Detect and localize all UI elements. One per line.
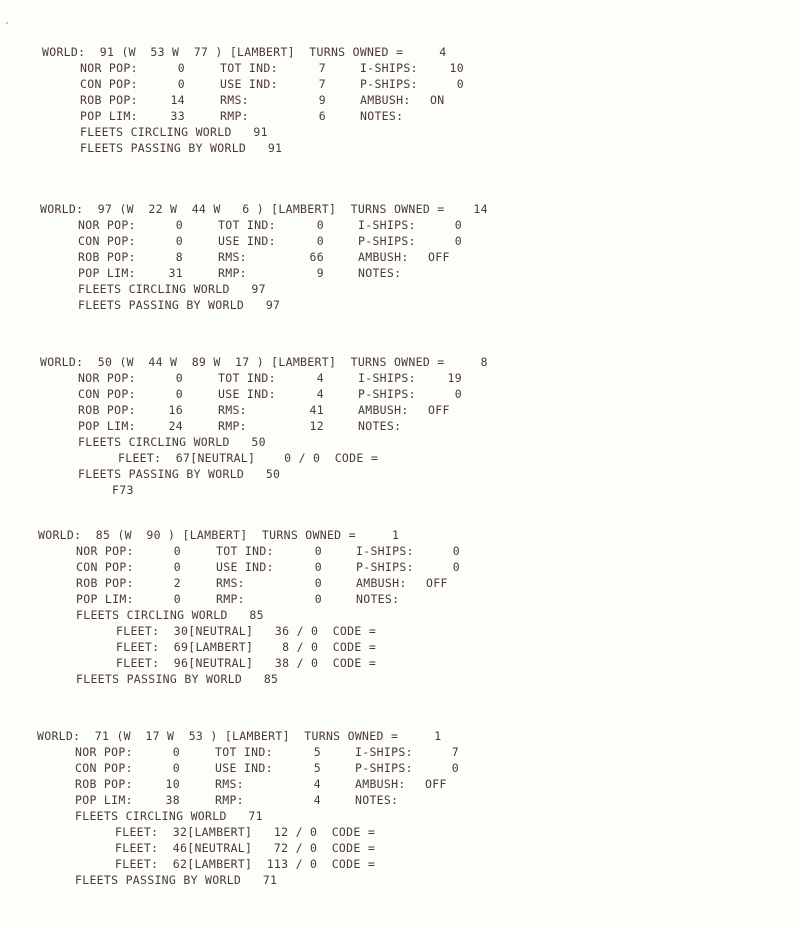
nor-pop-label: NOR POP: [80,61,138,75]
fleets-circling-heading: FLEETS CIRCLING WORLD 91 [80,125,268,139]
con-pop-value: 0 [173,560,181,574]
rmp-label: RMP: [218,419,247,433]
ambush-label: AMBUSH: [360,93,411,107]
ambush-value: OFF [428,250,450,264]
fleets-passing-heading: FLEETS PASSING BY WORLD 97 [78,298,281,312]
fleet-entry: FLEET: 46[NEUTRAL] 72 / 0 CODE = [115,841,376,855]
rob-pop-label: ROB POP: [80,93,138,107]
i-ships-value: 0 [454,218,462,232]
fleets-passing-heading: FLEETS PASSING BY WORLD 85 [76,672,279,686]
use-ind-value: 4 [316,387,324,401]
rob-pop-value: 2 [173,576,181,590]
use-ind-label: USE IND: [218,387,276,401]
fleet-entry: FLEET: 62[LAMBERT] 113 / 0 CODE = [115,857,376,871]
world-header: WORLD: 91 (W 53 W 77 ) [LAMBERT] TURNS OWNED = 4 [42,45,447,59]
p-ships-label: P-SHIPS: [360,77,418,91]
i-ships-label: I-SHIPS: [358,371,416,385]
tot-ind-value: 5 [313,745,321,759]
notes-label: NOTES: [360,109,404,123]
rob-pop-label: ROB POP: [76,576,134,590]
nor-pop-value: 0 [175,218,183,232]
rms-value: 4 [313,777,321,791]
tot-ind-label: TOT IND: [216,544,274,558]
nor-pop-label: NOR POP: [75,745,133,759]
notes-label: NOTES: [355,793,399,807]
ambush-label: AMBUSH: [358,250,409,264]
i-ships-value: 7 [451,745,459,759]
p-ships-value: 0 [452,560,460,574]
rmp-value: 4 [313,793,321,807]
pop-lim-value: 24 [168,419,183,433]
ambush-label: AMBUSH: [358,403,409,417]
pop-lim-label: POP LIM: [80,109,138,123]
p-ships-value: 0 [454,387,462,401]
con-pop-label: CON POP: [75,761,133,775]
nor-pop-label: NOR POP: [78,218,136,232]
rms-label: RMS: [218,403,247,417]
use-ind-value: 7 [318,77,326,91]
use-ind-value: 0 [316,234,324,248]
tot-ind-value: 0 [314,544,322,558]
i-ships-label: I-SHIPS: [360,61,418,75]
fleets-circling-heading: FLEETS CIRCLING WORLD 85 [76,608,264,622]
con-pop-value: 0 [172,761,180,775]
fleets-passing-heading: FLEETS PASSING BY WORLD 91 [80,141,283,155]
ambush-value: OFF [425,777,447,791]
nor-pop-value: 0 [173,544,181,558]
tot-ind-label: TOT IND: [218,371,276,385]
rms-value: 66 [309,250,324,264]
tot-ind-value: 4 [316,371,324,385]
pop-lim-value: 31 [168,266,183,280]
pop-lim-value: 0 [173,592,181,606]
ambush-label: AMBUSH: [356,576,407,590]
rob-pop-label: ROB POP: [75,777,133,791]
p-ships-label: P-SHIPS: [358,387,416,401]
rmp-label: RMP: [220,109,249,123]
fleet-entry: FLEET: 32[LAMBERT] 12 / 0 CODE = [115,825,376,839]
rms-value: 0 [314,576,322,590]
ambush-value: OFF [426,576,448,590]
rms-label: RMS: [218,250,247,264]
p-ships-value: 0 [454,234,462,248]
use-ind-label: USE IND: [215,761,273,775]
ambush-label: AMBUSH: [355,777,406,791]
fleets-circling-heading: FLEETS CIRCLING WORLD 97 [78,282,266,296]
rob-pop-label: ROB POP: [78,250,136,264]
nor-pop-value: 0 [177,61,185,75]
fleets-circling-heading: FLEETS CIRCLING WORLD 71 [75,809,263,823]
tot-ind-value: 0 [316,218,324,232]
i-ships-label: I-SHIPS: [355,745,413,759]
p-ships-label: P-SHIPS: [355,761,413,775]
ambush-value: OFF [428,403,450,417]
rob-pop-value: 8 [175,250,183,264]
con-pop-value: 0 [177,77,185,91]
rob-pop-value: 14 [170,93,185,107]
fleet-entry: FLEET: 96[NEUTRAL] 38 / 0 CODE = [116,656,377,670]
ambush-value: ON [430,93,445,107]
rob-pop-value: 16 [168,403,183,417]
p-ships-label: P-SHIPS: [356,560,414,574]
rmp-label: RMP: [215,793,244,807]
rmp-value: 0 [314,592,322,606]
rms-value: 9 [318,93,326,107]
con-pop-label: CON POP: [80,77,138,91]
fleets-circling-heading: FLEETS CIRCLING WORLD 50 [78,435,266,449]
rms-label: RMS: [216,576,245,590]
fleet-entry: FLEET: 30[NEUTRAL] 36 / 0 CODE = [116,624,377,638]
i-ships-value: 19 [447,371,462,385]
pop-lim-value: 38 [165,793,180,807]
fleet-entry: FLEET: 69[LAMBERT] 8 / 0 CODE = [116,640,377,654]
con-pop-label: CON POP: [78,234,136,248]
nor-pop-label: NOR POP: [78,371,136,385]
p-ships-value: 0 [456,77,464,91]
fleet-entry: FLEET: 67[NEUTRAL] 0 / 0 CODE = [118,451,379,465]
i-ships-label: I-SHIPS: [356,544,414,558]
notes-label: NOTES: [356,592,400,606]
pop-lim-label: POP LIM: [78,266,136,280]
con-pop-value: 0 [175,387,183,401]
world-header: WORLD: 97 (W 22 W 44 W 6 ) [LAMBERT] TURNS OWNED = 14 [40,202,488,216]
pop-lim-value: 33 [170,109,185,123]
p-ships-value: 0 [451,761,459,775]
pop-lim-label: POP LIM: [76,592,134,606]
notes-label: NOTES: [358,419,402,433]
nor-pop-value: 0 [175,371,183,385]
rmp-label: RMP: [216,592,245,606]
i-ships-value: 0 [452,544,460,558]
paper-speck [6,22,8,24]
rob-pop-label: ROB POP: [78,403,136,417]
rms-value: 41 [309,403,324,417]
rmp-value: 6 [318,109,326,123]
nor-pop-label: NOR POP: [76,544,134,558]
pop-lim-label: POP LIM: [75,793,133,807]
con-pop-label: CON POP: [76,560,134,574]
fleets-passing-heading: FLEETS PASSING BY WORLD 50 [78,467,281,481]
use-ind-value: 5 [313,761,321,775]
use-ind-value: 0 [314,560,322,574]
notes-label: NOTES: [358,266,402,280]
tot-ind-label: TOT IND: [220,61,278,75]
i-ships-value: 10 [449,61,464,75]
i-ships-label: I-SHIPS: [358,218,416,232]
tot-ind-value: 7 [318,61,326,75]
world-header: WORLD: 85 (W 90 ) [LAMBERT] TURNS OWNED = 1 [38,528,400,542]
con-pop-value: 0 [175,234,183,248]
nor-pop-value: 0 [172,745,180,759]
rms-label: RMS: [220,93,249,107]
rmp-value: 9 [316,266,324,280]
fleets-passing-heading: FLEETS PASSING BY WORLD 71 [75,873,278,887]
rob-pop-value: 10 [165,777,180,791]
p-ships-label: P-SHIPS: [358,234,416,248]
con-pop-label: CON POP: [78,387,136,401]
use-ind-label: USE IND: [220,77,278,91]
world-header: WORLD: 50 (W 44 W 89 W 17 ) [LAMBERT] TURNS OWNED = 8 [40,355,488,369]
pop-lim-label: POP LIM: [78,419,136,433]
tot-ind-label: TOT IND: [218,218,276,232]
rms-label: RMS: [215,777,244,791]
tot-ind-label: TOT IND: [215,745,273,759]
rmp-value: 12 [309,419,324,433]
use-ind-label: USE IND: [218,234,276,248]
use-ind-label: USE IND: [216,560,274,574]
rmp-label: RMP: [218,266,247,280]
world-header: WORLD: 71 (W 17 W 53 ) [LAMBERT] TURNS OWNED = 1 [37,729,442,743]
passing-fleet-entry: F73 [112,483,134,497]
